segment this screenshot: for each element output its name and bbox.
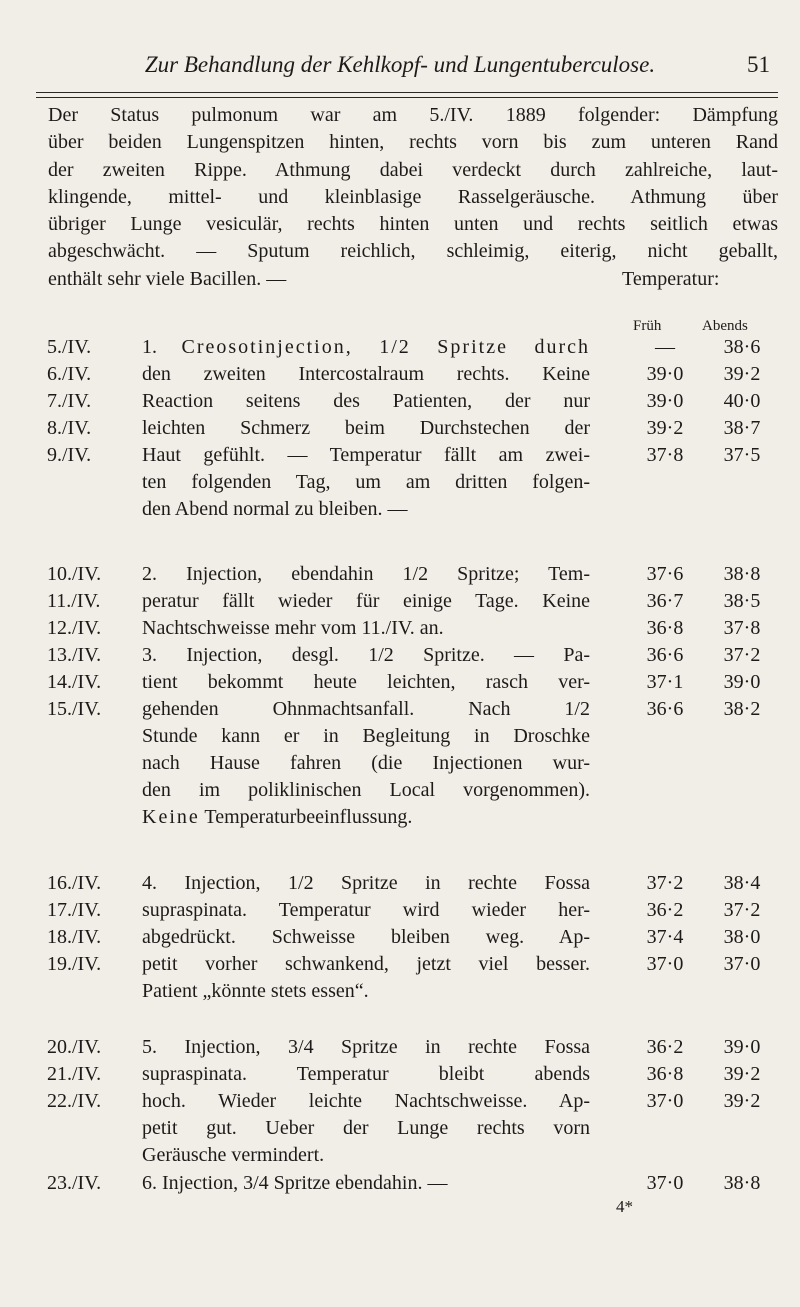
entry-line: leichten Schmerz beim Durchstechen der — [142, 417, 590, 439]
entry-line: den zweiten Intercostalraum rechts. Keine — [142, 363, 590, 385]
date-cell: 6./IV. — [47, 363, 92, 385]
temp-evening: 39·0 — [723, 671, 761, 693]
temp-morning: 36·8 — [646, 617, 684, 639]
date-cell: 20./IV. — [47, 1036, 102, 1058]
temp-morning: 37·2 — [646, 872, 684, 894]
entry-line — [142, 563, 590, 586]
entry-line: gehenden Ohnmachtsanfall. Nach 1/2 — [142, 698, 590, 720]
intro-line: Der Status pulmonum war am 5./IV. 1889 folgender: Dämpfung — [48, 104, 778, 126]
date-cell: 11./IV. — [47, 590, 101, 612]
temp-evening: 38·6 — [723, 336, 761, 358]
entry-line: supraspinata. Temperatur bleibt abends — [142, 1063, 590, 1085]
intro-line: enthält sehr viele Bacillen. — — [48, 267, 287, 290]
entry-line: Stunde kann er in Begleitung in Droschke — [142, 725, 590, 747]
entry-line: petit vorher schwankend, jetzt viel besser. — [142, 953, 590, 975]
entry-number: 2. — [142, 563, 157, 585]
intro-line: klingende, mittel- und kleinblasige Rasselgeräusche. Athmung über — [48, 185, 778, 208]
entry-line: Reaction seitens des Patienten, der nur — [142, 390, 590, 412]
entry-line: tient bekommt heute leichten, rasch ver- — [142, 671, 590, 693]
page-header — [0, 0, 800, 100]
date-cell: 21./IV. — [47, 1063, 102, 1085]
temp-evening: 37·2 — [723, 899, 761, 921]
entry-line: den im poliklinischen Local vorgenommen). — [142, 779, 590, 801]
temp-evening: 39·2 — [723, 1090, 761, 1112]
temp-morning: 36·8 — [646, 1063, 684, 1085]
entry-line — [142, 336, 590, 359]
entry-line — [142, 872, 590, 895]
date-cell: 12./IV. — [47, 617, 102, 639]
temp-evening: 37·2 — [723, 644, 761, 666]
date-cell: 9./IV. — [47, 444, 92, 466]
temp-morning: 36·7 — [646, 590, 684, 612]
date-cell: 19./IV. — [47, 953, 102, 975]
entry-line-text: Injection, 3/4 Spritze in rechte Fossa — [184, 1036, 591, 1058]
temp-morning: 37·0 — [646, 1090, 684, 1112]
intro-line: der zweiten Rippe. Athmung dabei verdeckt durch zahlreiche, laut- — [48, 158, 778, 181]
temp-morning: 39·2 — [646, 417, 684, 439]
date-cell: 8./IV. — [47, 417, 92, 439]
column-header-morning: Früh — [633, 318, 662, 334]
temperature-heading: Temperatur: — [622, 268, 720, 290]
date-cell: 16./IV. — [47, 872, 102, 894]
date-cell: 10./IV. — [47, 563, 102, 585]
entry-line — [142, 806, 590, 829]
temp-evening: 38·0 — [723, 926, 761, 948]
header-rule-top — [36, 92, 778, 93]
date-cell: 22./IV. — [47, 1090, 102, 1112]
entry-number: 5. — [142, 1036, 157, 1058]
temp-evening: 37·0 — [723, 953, 761, 975]
temp-morning: 37·6 — [646, 563, 684, 585]
entry-line: Patient „könnte stets essen“. — [142, 980, 369, 1002]
temp-morning: 37·0 — [646, 953, 684, 975]
date-cell: 17./IV. — [47, 899, 102, 921]
entry-line-text: Creosotinjection, 1/2 Spritze durch — [181, 336, 590, 358]
entry-line-text: Injection, 1/2 Spritze in rechte Fossa — [184, 872, 591, 894]
entry-line-text: Injection, ebendahin 1/2 Spritze; Tem- — [186, 563, 591, 585]
temp-morning: 36·2 — [646, 899, 684, 921]
header-rule-bottom — [36, 97, 778, 98]
date-cell: 5./IV. — [47, 336, 92, 358]
entry-line: petit gut. Ueber der Lunge rechts vorn — [142, 1117, 590, 1139]
intro-line: abgeschwächt. — Sputum reichlich, schleimig, eiterig, nicht geballt, — [48, 240, 778, 263]
intro-line: über beiden Lungenspitzen hinten, rechts vorn bis zum unteren Rand — [48, 131, 778, 154]
temp-evening: 38·5 — [723, 590, 761, 612]
temp-evening: 38·7 — [723, 417, 761, 439]
date-cell: 7./IV. — [47, 390, 92, 412]
temp-evening: 38·8 — [723, 563, 761, 585]
temp-evening: 38·2 — [723, 698, 761, 720]
entry-line: nach Hause fahren (die Injectionen wur- — [142, 752, 590, 774]
temp-morning: 36·2 — [646, 1036, 684, 1058]
temp-evening: 37·8 — [723, 617, 761, 639]
entry-line: abgedrückt. Schweisse bleiben weg. Ap- — [142, 926, 590, 948]
date-cell: 15./IV. — [47, 698, 102, 720]
running-title: Zur Behandlung der Kehlkopf- und Lungentuberculose. — [144, 52, 656, 77]
temp-morning: — — [655, 336, 675, 358]
temp-morning: 39·0 — [646, 390, 684, 412]
date-cell: 13./IV. — [47, 644, 102, 666]
temp-morning: 37·1 — [646, 671, 684, 693]
entry-number: 3. — [142, 644, 157, 666]
intro-paragraph — [48, 102, 778, 293]
temp-morning: 39·0 — [646, 363, 684, 385]
page-number: 51 — [747, 52, 770, 77]
entry-line: hoch. Wieder leichte Nachtschweisse. Ap- — [142, 1090, 590, 1112]
entry-line: supraspinata. Temperatur wird wieder her- — [142, 899, 590, 921]
keine-emphasis: Keine — [142, 806, 200, 828]
date-cell: 23./IV. — [47, 1172, 102, 1194]
temp-morning: 36·6 — [646, 644, 684, 666]
entry-line-text: Injection, desgl. 1/2 Spritze. — Pa- — [186, 644, 591, 666]
intro-line: übriger Lunge vesiculär, rechts hinten unten und rechts seitlich etwas — [48, 213, 778, 236]
entry-line: Nachtschweisse mehr vom 11./IV. an. — [142, 617, 444, 639]
entry-line: peratur fällt wieder für einige Tage. Keine — [142, 590, 590, 612]
temp-evening: 37·5 — [723, 444, 761, 466]
temp-morning: 37·4 — [646, 926, 684, 948]
entry-number: 1. — [142, 336, 157, 358]
temp-evening: 40·0 — [723, 390, 761, 412]
entry-line-text: Injection, 3/4 Spritze ebendahin. — — [162, 1172, 448, 1194]
signature-mark: 4* — [616, 1197, 633, 1216]
column-header-evening: Abends — [702, 318, 748, 334]
temp-evening: 39·0 — [723, 1036, 761, 1058]
entry-line — [142, 1036, 590, 1059]
temp-evening: 38·4 — [723, 872, 761, 894]
temp-evening: 39·2 — [723, 363, 761, 385]
entry-number: 6. — [142, 1172, 157, 1194]
temp-morning: 36·6 — [646, 698, 684, 720]
entry-line-text: Temperaturbeeinflussung. — [204, 806, 413, 828]
date-cell: 14./IV. — [47, 671, 102, 693]
entry-line: ten folgenden Tag, um am dritten folgen- — [142, 471, 590, 493]
entry-line: Geräusche vermindert. — [142, 1144, 325, 1166]
temp-evening: 39·2 — [723, 1063, 761, 1085]
date-cell: 18./IV. — [47, 926, 102, 948]
temp-morning: 37·8 — [646, 444, 684, 466]
entry-line — [142, 1172, 590, 1195]
entry-line: den Abend normal zu bleiben. — — [142, 498, 408, 520]
temp-evening: 38·8 — [723, 1172, 761, 1194]
entry-number: 4. — [142, 872, 157, 894]
entry-line — [142, 644, 590, 667]
entry-line: Haut gefühlt. — Temperatur fällt am zwei- — [142, 444, 590, 466]
temp-morning: 37·0 — [646, 1172, 684, 1194]
